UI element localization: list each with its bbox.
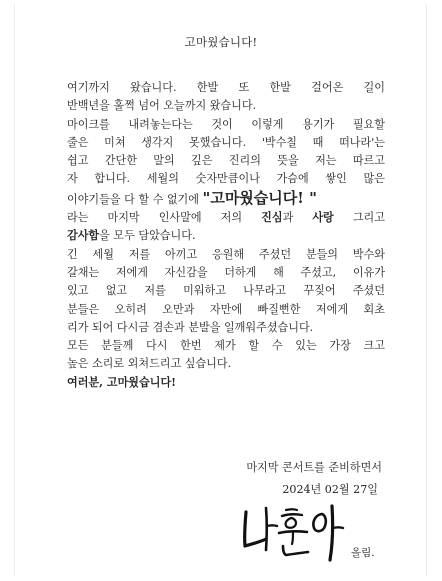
line-text: 여기까지 왔습니다. 한발 또 한발 걸어온 길이 <box>67 81 385 94</box>
letter-line <box>67 301 385 319</box>
letter-line <box>67 97 385 115</box>
letter-line <box>67 337 385 355</box>
emphasis-text: 여러분, 고마웠습니다! <box>67 375 177 389</box>
line-text: 마이크를 내려놓는다는 것이 이렇게 용기가 필요할 <box>67 117 385 131</box>
letter-closing <box>246 457 382 501</box>
line-text: 분들은 오히려 오만과 자만에 빠질뻔한 저에게 회초 <box>67 302 385 316</box>
letter-line <box>67 227 385 245</box>
letter-line <box>67 355 385 373</box>
letter-line <box>67 246 385 264</box>
line-text: 을 모두 담았습니다. <box>99 229 196 243</box>
line-text: 있고 없고 저를 미워하고 나무라고 꾸짖어 주셨던 <box>67 284 385 298</box>
letter-title: 고마웠습니다! <box>184 35 258 49</box>
letter-line <box>67 319 385 337</box>
line-text: 과 <box>282 211 313 225</box>
letter-line <box>67 134 385 152</box>
line-text: 긴 세월 저를 아끼고 응원해 주셨던 분들의 박수와 <box>67 247 385 261</box>
signoff: 올림. <box>351 547 375 559</box>
letter-body <box>67 79 385 392</box>
line-text: 쉽고 간단한 말의 깊은 진리의 뜻을 저는 따르고 <box>67 154 385 168</box>
line-text: 자 합니다. 세월의 숫자만큼이나 가슴에 쌓인 많은 <box>67 172 385 186</box>
line-text: 모든 분들께 다시 한번 제가 할 수 있는 가장 크고 <box>67 339 385 353</box>
letter-line <box>67 282 385 300</box>
letter-line <box>67 116 385 134</box>
letter-line <box>67 170 385 188</box>
line-text: 갈채는 저에게 자신감을 더하게 해 주셨고, 이유가 <box>67 265 385 279</box>
emphasis-text: "고마웠습니다! " <box>202 188 317 207</box>
letter-line <box>67 374 385 392</box>
line-text: 라는 마지막 인사말에 저의 <box>67 211 262 225</box>
closing-line: 마지막 콘서트를 준비하면서 <box>246 461 382 474</box>
emphasis-text: 감사함 <box>67 229 100 243</box>
letter-line <box>67 152 385 170</box>
letter-date: 2024년 02월 27일 <box>282 483 378 496</box>
letter-line <box>67 264 385 282</box>
emphasis-text: 진심 <box>261 211 283 225</box>
emphasis-text: 사랑 <box>312 211 334 225</box>
line-text: 그리고 <box>333 211 385 225</box>
letter-line <box>67 209 385 227</box>
line-text: 줄은 미쳐 생각지 못했습니다. '박수칠 때 떠나라'는 <box>67 135 385 149</box>
line-text: 리가 되어 다시금 겸손과 분발을 일깨워주셨습니다. <box>67 320 314 334</box>
line-text: 반백년을 훌쩍 넘어 오늘까지 왔습니다. <box>67 99 257 113</box>
line-text: 이야기들을 다 할 수 없기에 <box>67 192 203 206</box>
handwritten-signature <box>236 502 348 562</box>
letter-line <box>67 189 385 209</box>
letter-line <box>67 79 385 97</box>
line-text: 높은 소리로 외쳐드리고 싶습니다. <box>67 357 232 371</box>
